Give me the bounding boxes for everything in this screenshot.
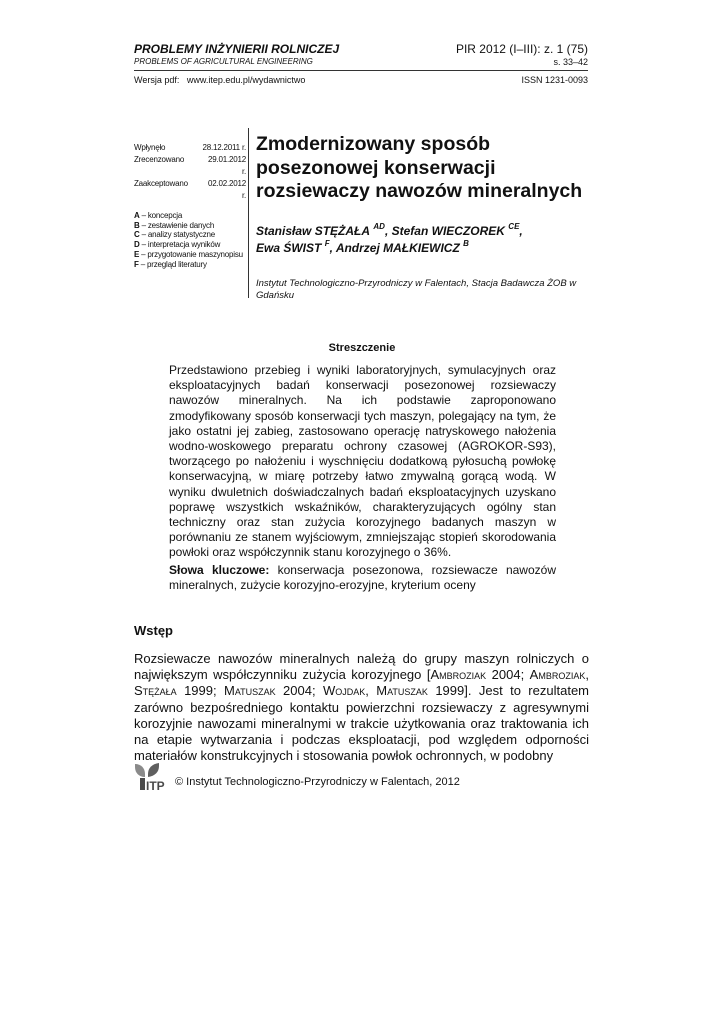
pdf-version-line xyxy=(134,75,305,85)
intro-text: 2004; xyxy=(486,667,530,683)
keywords xyxy=(169,563,556,593)
contribution-text: – analizy statystyczne xyxy=(139,230,216,240)
contribution-letter: E xyxy=(134,249,140,259)
contribution-item xyxy=(134,250,243,260)
journal-title-english: PROBLEMS OF AGRICULTURAL ENGINEERING xyxy=(134,57,313,66)
journal-title: PROBLEMY INŻYNIERII ROLNICZEJ xyxy=(134,42,340,56)
date-row xyxy=(134,142,246,154)
keywords-label: Słowa kluczowe: xyxy=(169,563,270,577)
logo-stem xyxy=(140,778,145,790)
author-name: Stefan WIECZOREK xyxy=(391,224,505,238)
citation-author: Stężała xyxy=(134,683,177,699)
intro-text: 1999; xyxy=(176,683,224,699)
author-role: AD xyxy=(373,222,385,231)
logo-leaf-left xyxy=(135,764,145,777)
citation-author: Matuszak xyxy=(224,683,276,699)
contribution-text: – zestawienie danych xyxy=(139,220,215,230)
author-separator: , xyxy=(384,224,392,238)
contribution-text: – przygotowanie maszynopisu xyxy=(139,249,243,259)
logo-leaf-right xyxy=(148,763,159,777)
author-name: Stanisław STĘŻAŁA xyxy=(256,224,371,238)
article-title: Zmodernizowany sposób posezonowej konserwacji rozsiewaczy nawozów mineralnych xyxy=(256,133,583,202)
intro-text: , xyxy=(585,667,589,683)
contribution-letter: F xyxy=(134,259,139,269)
author-list xyxy=(256,223,586,257)
author-separator: , xyxy=(329,241,336,255)
contribution-item xyxy=(134,230,243,240)
intro-text: 2004; xyxy=(275,683,323,699)
date-row xyxy=(134,178,246,202)
date-value: 02.02.2012 r. xyxy=(207,179,246,200)
submission-dates xyxy=(134,142,246,202)
section-heading-intro: Wstęp xyxy=(134,623,173,638)
copyright: © Instytut Technologiczno-Przyrodniczy w Falentach, 2012 xyxy=(175,776,460,788)
author-role: B xyxy=(463,239,469,248)
intro-text: 1999]. Jest to rezultatem zarówno bezpośredniego kontaktu powierzchni rozsiewaczy z agresywnymi korozyjnie nawozami mineralnymi w trakcie użytkowania oraz traktowania ich na etapie wytwarzania i podczas eksploatacji, pod względem odporności materiałów konstrukcyjnych i stosowania powłok ochronnych, w podobny xyxy=(134,683,589,764)
contribution-item xyxy=(134,240,243,250)
author-role: F xyxy=(324,239,330,248)
itp-logo xyxy=(132,762,170,792)
sidebar-divider xyxy=(248,128,249,298)
date-value: 29.01.2012 r. xyxy=(207,155,246,176)
contribution-letter: C xyxy=(134,230,140,240)
issue-info: PIR 2012 (I–III): z. 1 (75) xyxy=(455,42,588,56)
abstract-heading: Streszczenie xyxy=(328,342,396,354)
citation-author: Ambroziak xyxy=(529,667,586,683)
logo-text: ITP xyxy=(146,779,165,792)
contribution-item xyxy=(134,221,243,231)
citation-author: Ambroziak xyxy=(430,667,487,683)
date-value: 28.12.2011 r. xyxy=(202,143,246,152)
keywords-text: konserwacja posezonowa, rozsiewacze nawozów mineralnych, zużycie korozyjno-erozyjne, kryterium oceny xyxy=(169,563,556,593)
date-row xyxy=(134,154,246,178)
author-name: Andrzej MAŁKIEWICZ xyxy=(335,241,460,255)
intro-text: Rozsiewacze nawozów mineralnych należą do grupy maszyn rolniczych o największym współczynniku zużycia korozyjnego [ xyxy=(134,651,589,683)
pdf-version-label: Wersja pdf: xyxy=(134,75,180,85)
contribution-legend xyxy=(134,211,243,269)
issn: ISSN 1231-0093 xyxy=(521,75,588,85)
date-label: Zaakceptowano xyxy=(134,179,188,188)
contribution-item xyxy=(134,211,243,221)
contribution-item xyxy=(134,260,243,270)
pdf-version-url[interactable]: www.itep.edu.pl/wydawnictwo xyxy=(186,75,306,85)
citation-author: Wojdak, Matuszak xyxy=(322,683,428,699)
contribution-text: – przegląd literatury xyxy=(138,259,207,269)
author-separator: , xyxy=(519,224,523,238)
contribution-letter: D xyxy=(134,240,140,250)
page-range: s. 33–42 xyxy=(553,57,588,67)
date-label: Wpłynęło xyxy=(134,143,166,152)
contribution-text: – interpretacja wyników xyxy=(139,240,221,250)
date-label: Zrecenzowano xyxy=(134,155,185,164)
abstract-text: Przedstawiono przebieg i wyniki laboratoryjnych, symulacyjnych oraz eksploatacyjnych badań konserwacji posezonowej rozsiewaczy nawozów mineralnych. Na ich podstawie zaproponowano zmodyfikowany sposób konserwacji tych maszyn, polegający na tym, że jako ostatni jej zabieg, zastosowano operację natryskowego nałożenia wodno-woskowego preparatu ochrony czasowej (AGROKOR-S93), tworzącego po nałożeniu i wyschnięciu dodatkową pyłosuchą powłokę konserwacyjną, w miarę potrzeby łatwo zmywalną gorącą wodą. W wyniku dwuletnich doświadczalnych badań eksploatacyjnych uzyskano poprawę wszystkich wskaźników, charakteryzujących ogólny stan techniczny oraz stan zużycia korozyjnego badanych maszyn w porównaniu ze stanem wyjściowym, zmniejszając stopień skorodowania powłoki oraz współczynnik stanu korozyjnego o 36%. xyxy=(169,363,556,560)
contribution-letter: A xyxy=(134,211,140,220)
author-name: Ewa ŚWIST xyxy=(256,241,322,255)
author-role: CE xyxy=(508,222,520,231)
contribution-letter: B xyxy=(134,220,140,230)
intro-paragraph xyxy=(134,651,589,764)
contribution-text: – koncepcja xyxy=(139,211,183,220)
affiliation: Instytut Technologiczno-Przyrodniczy w Falentach, Stacja Badawcza ŻOB w Gdańsku xyxy=(256,278,577,301)
header-divider xyxy=(134,70,588,71)
